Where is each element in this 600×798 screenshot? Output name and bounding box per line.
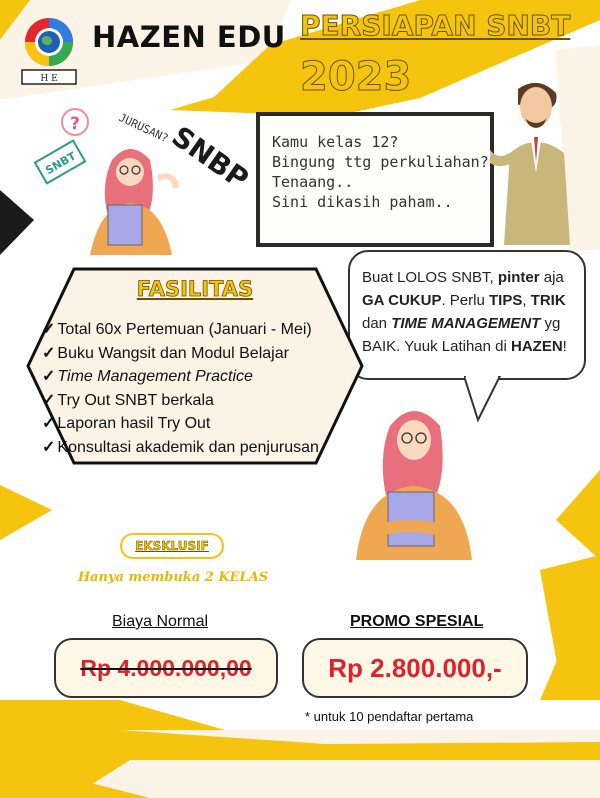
bubble-emphasis: GA CUKUP <box>362 292 442 309</box>
bubble-text: ! <box>562 338 567 355</box>
exclusive-badge: EKSKLUSIF <box>120 533 224 559</box>
bubble-text: Buat LOLOS SNBT, <box>362 269 498 286</box>
normal-price-box: Rp 4.000.000,00 <box>54 638 278 698</box>
brand-name: HAZEN EDU <box>92 20 286 54</box>
speech-bubble <box>348 250 586 380</box>
teacher-illustration <box>490 75 580 245</box>
page-title: PERSIAPAN SNBT <box>300 9 571 42</box>
promo-note: * untuk 10 pendaftar pertama <box>305 709 474 724</box>
snbt-doodle: SNBT <box>43 149 79 178</box>
exclusive-subtitle: Hanya membuka 2 KELAS <box>77 570 269 585</box>
title-year: 2023 <box>300 54 412 100</box>
facility-item: ✓ Total 60x Pertemuan (Januari - Mei) <box>42 321 312 338</box>
bubble-text: yg BAIK. Yuuk Latihan di <box>362 315 561 355</box>
logo-caption: H E <box>40 74 58 84</box>
board-line-1: Kamu kelas 12? <box>272 133 399 151</box>
promo-price-label: PROMO SPESIAL <box>350 613 484 630</box>
bubble-text: dan <box>362 315 392 332</box>
facilities-title: FASILITAS <box>136 277 254 301</box>
question-mark-icon: ? <box>70 114 80 134</box>
bubble-emphasis: HAZEN <box>511 338 563 355</box>
bubble-emphasis: TIME MANAGEMENT <box>391 315 541 332</box>
bubble-emphasis: TRIK <box>530 292 566 309</box>
facility-item: ✓ Time Management Practice <box>42 368 253 386</box>
board-line-4: Sini dikasih paham.. <box>272 193 453 211</box>
bubble-emphasis: TIPS <box>488 292 523 309</box>
facility-item: ✓ Try Out SNBT berkala <box>42 391 214 409</box>
hazen-edu-logo <box>14 12 84 92</box>
board-line-2: Bingung ttg perkuliahan? <box>272 153 489 171</box>
snbp-doodle: SNBP <box>165 119 255 196</box>
bubble-emphasis: pinter <box>497 269 540 286</box>
facility-item: ✓ Buku Wangsit dan Modul Belajar <box>42 344 289 362</box>
check-icon: ✓ <box>42 321 56 338</box>
student-illustration <box>350 400 480 560</box>
check-icon: ✓ <box>42 438 56 456</box>
promo-price-box: Rp 2.800.000,- <box>302 638 528 698</box>
check-icon: ✓ <box>42 415 56 433</box>
board-line-3: Tenaang.. <box>272 173 354 191</box>
facility-item: ✓ Laporan hasil Try Out <box>42 415 211 433</box>
bubble-text: . Perlu <box>441 292 489 309</box>
facilities-list <box>42 318 319 460</box>
facility-item: ✓ Konsultasi akademik dan penjurusan <box>42 438 319 456</box>
check-icon: ✓ <box>42 368 56 386</box>
normal-price-label: Biaya Normal <box>112 613 209 630</box>
check-icon: ✓ <box>42 344 56 362</box>
bubble-text: aja <box>539 269 564 286</box>
bubble-text: , <box>522 292 531 309</box>
whiteboard <box>256 112 494 247</box>
jurusan-doodle: JURUSAN? <box>116 110 171 146</box>
check-icon: ✓ <box>42 391 56 409</box>
doodle-illustration <box>20 100 280 255</box>
